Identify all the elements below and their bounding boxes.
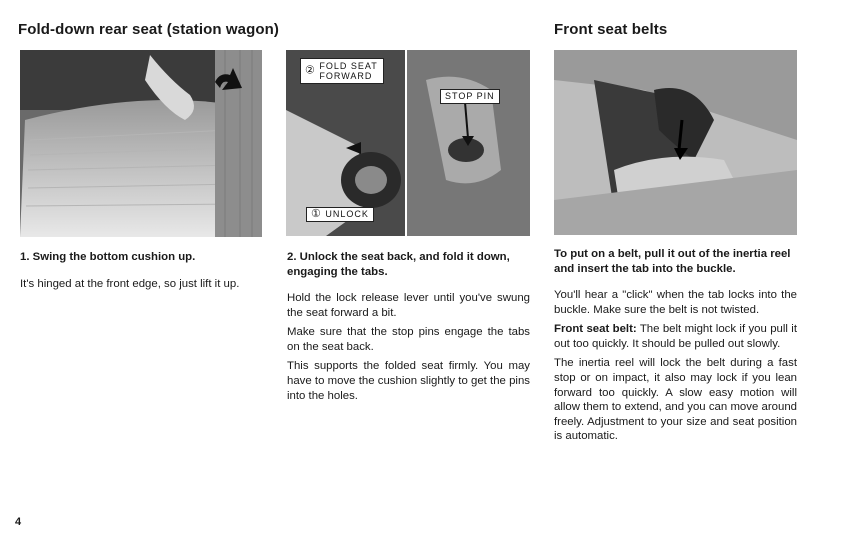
seat-lock-photo: [286, 50, 530, 236]
seat-belt-photo: [554, 50, 797, 235]
step1-caption: 1. Swing the bottom cushion up.: [20, 251, 196, 263]
unlock-text: UNLOCK: [325, 209, 369, 219]
seatbelt-body: [554, 288, 797, 449]
seatbelt-paragraph-3: The inertia reel will lock the belt during a fast stop or on impact, it also may lock if you lean forward too quickly. A slow easy motion will allow them to extend, and you can move around freely. Adjustment to your size and seat position is automatic.: [554, 357, 797, 443]
step1-paragraph: It's hinged at the front edge, so just lift it up.: [20, 278, 240, 290]
fold-seat-label: [300, 58, 384, 84]
step1-body: [20, 277, 262, 297]
step2-paragraph-1: Hold the lock release lever until you've swung the seat forward a bit.: [287, 292, 530, 319]
unlock-label: [306, 207, 374, 222]
rear-seat-cushion-photo: [20, 50, 262, 237]
front-belt-term: Front seat belt:: [554, 323, 637, 336]
seatbelt-paragraph-1: You'll hear a "click" when the tab locks into the buckle. Make sure the belt is not twisted.: [554, 289, 797, 316]
unlock-step-number: ①: [311, 208, 322, 220]
seatbelt-paragraph-2: [554, 322, 797, 351]
front-belts-heading: Front seat belts: [554, 21, 668, 38]
stop-pin-label: STOP PIN: [440, 89, 500, 104]
step2-paragraph-2: Make sure that the stop pins engage the tabs on the seat back.: [287, 326, 530, 353]
seatbelt-caption: To put on a belt, pull it out of the inertia reel and insert the tab into the buckle.: [554, 248, 791, 275]
fold-step-number: ②: [305, 64, 316, 77]
step2-body: [287, 291, 530, 408]
step2-paragraph-3: This supports the folded seat firmly. You may have to move the cushion slightly to get the pins into the holes.: [287, 360, 530, 402]
rear-seat-heading: Fold-down rear seat (station wagon): [18, 21, 280, 38]
step2-caption: 2. Unlock the seat back, and fold it down, engaging the tabs.: [287, 251, 510, 278]
page-number: 4: [15, 516, 22, 528]
fold-seat-text: FOLD SEAT FORWARD: [319, 61, 378, 81]
front-belt-text: The belt might lock if you pull it out too quickly. It should be pulled out slowly.: [554, 323, 798, 350]
